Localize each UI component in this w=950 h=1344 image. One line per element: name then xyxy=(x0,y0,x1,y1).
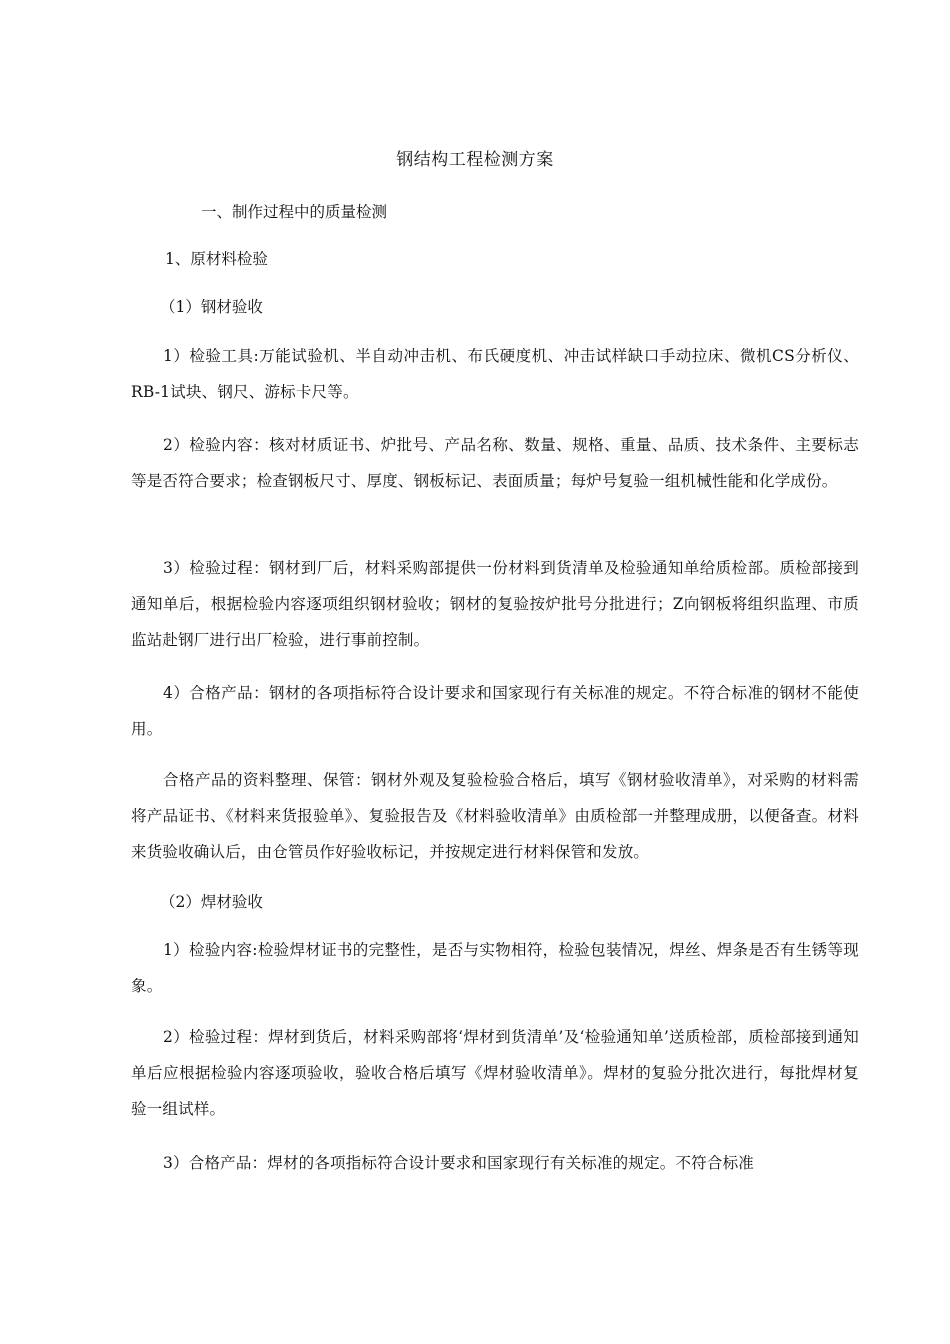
document-title: 钢结构工程检测方案 xyxy=(396,150,554,170)
paragraph: 2）检验过程：焊材到货后，材料采购部将‘焊材到货清单’及‘检验通知单’送质检部，质检部接到通知单后应根据检验内容逐项验收，验收合格后填写《焊材验收清单》。焊材的复验分批次进行，每批焊材复验一组试样。 xyxy=(131,1028,859,1118)
paragraph: 4）合格产品：钢材的各项指标符合设计要求和国家现行有关标准的规定。不符合标准的钢材不能使用。 xyxy=(131,684,859,738)
paragraph: 1）检验内容:检验焊材证书的完整性，是否与实物相符，检验包装情况，焊丝、焊条是否有生锈等现象。 xyxy=(131,941,859,995)
subsection-heading: （2）焊材验收 xyxy=(160,893,263,911)
subsection-heading: （1）钢材验收 xyxy=(160,298,263,316)
paragraph: 3）合格产品：焊材的各项指标符合设计要求和国家现行有关标准的规定。不符合标准 xyxy=(163,1154,754,1172)
subsection-heading: 1、原材料检验 xyxy=(165,250,268,268)
paragraph: 2）检验内容：核对材质证书、炉批号、产品名称、数量、规格、重量、品质、技术条件、主要标志等是否符合要求；检查钢板尺寸、厚度、钢板标记、表面质量；每炉号复验一组机械性能和化学成份。 xyxy=(131,436,859,490)
paragraph: 3）检验过程：钢材到厂后，材料采购部提供一份材料到货清单及检验通知单给质检部。质检部接到通知单后，根据检验内容逐项组织钢材验收；钢材的复验按炉批号分批进行；Z向钢板将组织监理、市质监站赴钢厂进行出厂检验，进行事前控制。 xyxy=(131,559,859,649)
paragraph: 合格产品的资料整理、保管：钢材外观及复验检验合格后，填写《钢材验收清单》，对采购的材料需将产品证书、《材料来货报验单》、复验报告及《材料验收清单》由质检部一并整理成册，以便备查。材料来货验收确认后，由仓管员作好验收标记，并按规定进行材料保管和发放。 xyxy=(131,771,859,861)
section-heading: 一、制作过程中的质量检测 xyxy=(201,203,388,221)
paragraph: 1）检验工具:万能试验机、半自动冲击机、布氏硬度机、冲击试样缺口手动拉床、微机CS分析仪、RB-1试块、钢尺、游标卡尺等。 xyxy=(131,347,859,401)
